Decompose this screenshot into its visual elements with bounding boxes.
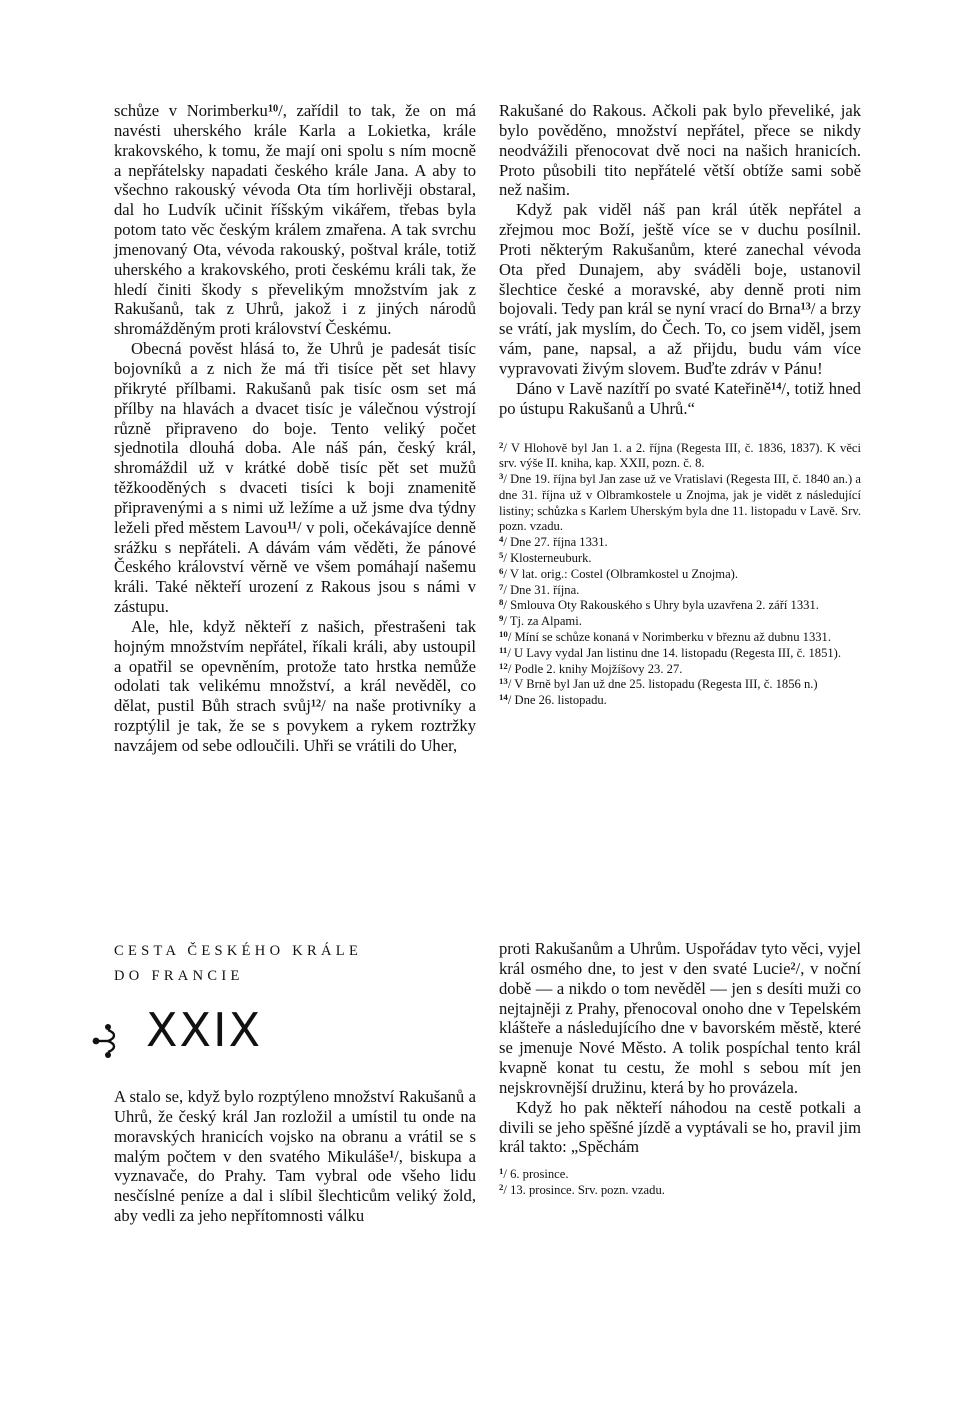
footnote: $^{11}$/ U Lavy vydal Jan listinu dne 14. listopadu (Regesta III, č. 1851). [499, 644, 842, 660]
footnote: $^6$/ V lat. orig.: Costel (Olbramkostel u Znojma). [499, 565, 738, 581]
footnote: $^8$/ Smlouva Oty Rakouského s Uhry byla uzavřena 2. září 1331. [499, 597, 819, 613]
text-run: /, v noční době — a nikdo o tom nevěděl — jen s desíti muži co nejtajněji z Prahy, přenocoval onoho dne v Tepelském klášteře a následujícího dne v bavorském městě, které se jmenuje Nové Město. A tolik pospíchal tento král kvapně konat tu cestu, že mohl s sebou mít jen nejskrovnější družinu, která by ho provázela. [499, 958, 861, 1097]
footnote-text: 13. prosince. Srv. pozn. vzadu. [510, 1183, 665, 1198]
section-title-line-1: CESTA ČESKÉHO KRÁLE [114, 943, 363, 959]
text-run: Ale, hle, když někteří z našich, přestrašeni tak hojným množstvím nepřátel, říkali králi, aby ustoupil a opatřil se opevněním, protože tato hrstka nemůže odolati tak velikému množství, a král nevěděl, co dělat, pustil Bůh strach svůj [114, 616, 476, 716]
section-title-line-2: DO FRANCIE [114, 968, 244, 984]
footnote-text: V lat. orig.: Costel (Olbramkostel u Znojma). [509, 566, 738, 581]
footnote: $^{12}$/ Podle 2. knihy Mojžíšovy 23. 27. [499, 660, 683, 676]
fleuron-icon [92, 1023, 122, 1059]
footnote: $^{10}$/ Míní se schůze konaná v Norimberku v březnu až dubnu 1331. [499, 629, 831, 645]
footnote-text: V Hlohově byl Jan 1. a 2. října (Regesta III, č. 1836, 1837). K věci srv. výše II. kniha, kap. XXII, pozn. č. 8. [499, 440, 862, 471]
footnote: $^2$/ 13. prosince. Srv. pozn. vzadu. [499, 1182, 665, 1198]
footnotes [499, 1167, 861, 1199]
footnote: $^1$/ 6. prosince. [499, 1166, 569, 1182]
footnote-marker: 12 [310, 698, 322, 710]
text-run: /, biskupa a vyznavače, do Prahy. Tam vybral ode všeho lidu nesčíslné peníze a dal i slíbil šlechticům veliký žold, aby vedli za jeho nepřítomnosti válku [114, 1146, 477, 1226]
footnote-number: 9 [499, 613, 504, 624]
footnote-text: Tj. za Alpami. [509, 614, 582, 629]
footnote-marker: 2 [790, 961, 796, 973]
footnote-text: Dne 27. října 1331. [510, 535, 608, 550]
body-text [114, 101, 476, 756]
footnote-number: 4 [499, 534, 504, 545]
footnote: $^2$/ V Hlohově byl Jan 1. a 2. října (Regesta III, č. 1836, 1837). K věci srv. výše II. kniha, kap. XXII, pozn. č. 8. [499, 439, 862, 471]
footnote-number: 5 [499, 550, 504, 561]
text-run: Rakušané do Rakous. Ačkoli pak bylo převeliké, jak bylo pověděno, množství nepřátel, přece se nikdy neodvážili přenocovat dvě noci na našich hranicích. Proto působili tito nepřátelé větší obtíže sami sobě než našim. [499, 101, 861, 200]
footnote-marker: 1 [388, 1148, 395, 1160]
footnote-number: 11 [499, 644, 508, 655]
footnote-number: 1 [499, 1166, 504, 1177]
footnote-number: 12 [499, 660, 508, 671]
footnote-number: 8 [499, 597, 504, 608]
text-run: Když pak viděl náš pan král útěk nepřátel a zřejmou moc Boží, ještě více se v duchu posílnil. Proti některým Rakušanům, které zanechal vévoda Ota před Dunajem, aby sváděli boje, ustanovil šlechtice české a moravské, aby denně proti nim bojovali. Tedy pan král se nyní vrací do Brna [499, 200, 861, 319]
footnote-number: 10 [499, 629, 508, 640]
footnote-number: 7 [499, 581, 504, 592]
paragraph [114, 1087, 476, 1226]
chapter-heading [114, 1003, 476, 1085]
column-top-left [114, 101, 476, 756]
text-run: / a brzy se vrátí, jak myslím, do Čech. To, co jsem viděl, jsem vám, pane, napsal, a až přijdu, budu vám více vypravovati živým slovem. Buďte zdráv v Pánu! [499, 299, 861, 378]
footnote: $^3$/ Dne 19. října byl Jan zase už ve Vratislavi (Regesta III, č. 1840 an.) a dne 31. října už v Olbramkostele u Znojma, jak je vidět z následující listiny; schůzka s Karlem Uherským byla dne 11. listopadu v Lavě. Srv. pozn. vzadu. [499, 471, 861, 534]
footnote-number: 6 [499, 565, 504, 576]
column-bottom-right [499, 939, 861, 1199]
footnote-text: V Brně byl Jan už dne 25. listopadu (Regesta III, č. 1856 n.) [514, 677, 818, 692]
footnote: $^{14}$/ Dne 26. listopadu. [499, 692, 607, 708]
footnote-text: Dne 26. listopadu. [514, 693, 607, 708]
footnote-number: 2 [499, 1182, 504, 1193]
footnote-marker: 14 [771, 381, 782, 393]
body-text [499, 939, 861, 1157]
footnote-number: 3 [499, 471, 504, 482]
footnote-number: 2 [499, 439, 504, 450]
text-run: Když ho pak někteří náhodou na cestě potkali a divili se jeho spěšné jízdě a vyptávali se ho, pravil jim král takto: „Spěchám [499, 1097, 861, 1157]
text-run: Obecná pověst hlásá to, že Uhrů je padesát tisíc bojovníků a z nich že má tři tisíce pět set hlavy přikryté přílbami. Rakušanů pak tisíc osm set má přílby na hlavách a dvacet tisíc je válečnou výstrojí různě připraveno do boje. Tento veliký počet sjednotila dlouhá doba. Ale náš pán, český král, shromáždil už v krátké době tisíc pět set mužů těžkooděných s dvaceti tisíci k boji znamenitě připravenými a s nimi už ležíme a už jsme dva týdny leželi před městem Lavou [114, 339, 476, 537]
paragraph [499, 379, 861, 419]
text-run: /, totiž hned po ústupu Rakušanů a Uhrů.“ [499, 378, 861, 418]
footnote-number: 14 [499, 692, 508, 703]
paragraph [499, 101, 861, 200]
body-text [499, 101, 861, 419]
paragraph [499, 939, 861, 1098]
footnote-text: Dne 31. října. [510, 582, 580, 597]
footnote-marker: 10 [267, 103, 279, 115]
footnote-text: Míní se schůze konaná v Norimberku v březnu až dubnu 1331. [514, 630, 831, 645]
footnote-text: Dne 19. října byl Jan zase už ve Vratislavi (Regesta III, č. 1840 an.) a dne 31. října už v Olbramkostele u Znojma, jak je vidět z následující listiny; schůzka s Karlem Uherským byla dne 11. listopadu v Lavě. Srv. pozn. vzadu. [499, 472, 861, 534]
paragraph [114, 339, 476, 617]
footnote: $^7$/ Dne 31. října. [499, 581, 580, 597]
footnote: $^5$/ Klosterneuburk. [499, 550, 592, 566]
text-run: A stalo se, když bylo rozptýleno množství Rakušanů a Uhrů, že český král Jan rozložil a umístil tu onde na moravských hranicích vojsko na obranu a vrátil se s malým počtem v den svatého Mikuláše [114, 1087, 476, 1166]
footnote: $^4$/ Dne 27. října 1331. [499, 534, 608, 550]
footnote-text: Smlouva Oty Rakouského s Uhry byla uzavřena 2. září 1331. [510, 598, 819, 613]
body-text [114, 1087, 476, 1226]
text-run: Dáno v Lavě nazítří po svaté Kateřině [516, 378, 772, 398]
footnote-number: 13 [499, 676, 508, 687]
footnote-marker: 13 [800, 301, 811, 313]
footnote-text: Podle 2. knihy Mojžíšovy 23. 27. [514, 661, 683, 676]
section-title [114, 939, 476, 989]
footnote-text: U Lavy vydal Jan listinu dne 14. listopadu (Regesta III, č. 1851). [513, 645, 842, 660]
footnote-text: 6. prosince. [510, 1167, 569, 1182]
paragraph [114, 617, 476, 756]
paragraph [499, 1098, 861, 1158]
footnote-text: Klosterneuburk. [510, 551, 592, 566]
paragraph [114, 101, 476, 339]
column-top-right [499, 101, 861, 709]
text-run: /, zařídil to tak, že on má navésti uherského krále Karla a Lokietka, krále krakovského, k tomu, že mají oni spolu s ním mocně a nepřátelsky napadati českého krále Jana. A aby to všechno rakouský vévoda Ota tím horlivěji obstaral, dal ho Ludvík učinit říšským vikářem, třebas byla potom tato věc českým králem zmařena. A tak svrchu jmenovaný Ota, vévoda rakouský, poštval krále, totiž uherského a krakovského, proti českému králi tak, že hledí činiti škody s převelikým množstvím jak z Rakušanů, tak z Uhrů, jakož i z jiných národů shromážděným proti království Českému. [114, 101, 476, 339]
footnote: $^{13}$/ V Brně byl Jan už dne 25. listopadu (Regesta III, č. 1856 n.) [499, 676, 818, 692]
footnote: $^9$/ Tj. za Alpami. [499, 613, 582, 629]
text-run: / na naše protivníky a rozptýlil je tak, že se s povykem a rykem roztržky navzájem od sebe odloučili. Uhři se vrátili do Uher, [114, 696, 476, 755]
chapter-number: XXIX [146, 1003, 263, 1057]
text-run: schůze v Norimberku [114, 101, 268, 120]
text-run: proti Rakušanům a Uhrům. Uspořádav tyto věci, vyjel král osmého dne, to jest v den svaté Lucie [499, 939, 861, 978]
paragraph [499, 200, 861, 379]
footnote-marker: 11 [287, 520, 297, 532]
footnotes [499, 441, 861, 710]
text-run: / v poli, očekávajíce denně srážku s nepřáteli. A dávám vám věděti, že pánové Českého království věrně ve všem pomáhají našemu králi. Také někteří urození z Rakous jsou s námi v zástupu. [114, 517, 476, 617]
column-bottom-left [114, 939, 476, 1226]
